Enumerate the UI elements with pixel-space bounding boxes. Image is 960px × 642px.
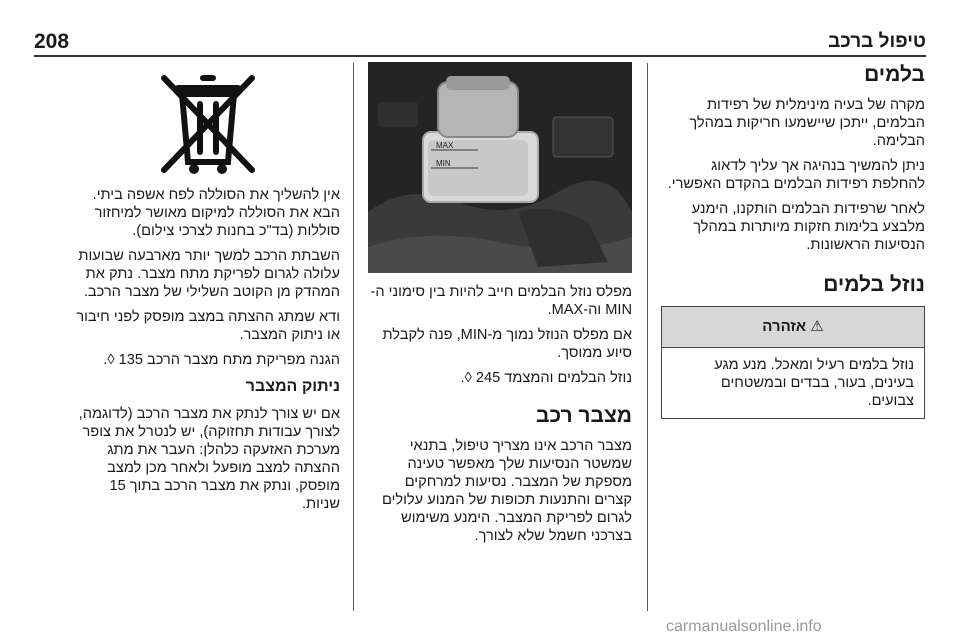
paragraph: מפלס נוזל הבלמים חייב להיות בין סימוני ה-MIN וה-MAX. — [370, 284, 632, 318]
section-heading-brakes: בלמים — [864, 63, 925, 86]
warning-title: אזהרה — [762, 318, 807, 335]
page-header — [34, 30, 926, 52]
warning-text: נוזל בלמים רעיל ומאכל. מנע מגע בעינים, בעור, בבדים ובמשטחים צבועים. — [714, 357, 914, 409]
paragraph: אם מפלס הנוזל נמוך מ-MIN, פנה לקבלת סיוע ממוסך. — [382, 327, 632, 361]
paragraph: הגנה מפריקת מתח מצבר הרכב 135 ◊. — [103, 352, 340, 368]
warning-body — [662, 348, 924, 418]
min-mark-label: MIN — [436, 159, 451, 168]
brake-fluid-reservoir-photo — [368, 62, 632, 273]
reservoir-illustration — [368, 62, 632, 273]
watermark: carmanualsonline.info — [666, 618, 822, 635]
crossed-out-bin-icon — [108, 66, 308, 180]
paragraph: לאחר שרפידות הבלמים הותקנו, הימנע מלבצע בלימות חזקות מיותרות במהלך הנסיעות הראשונות. — [691, 201, 925, 253]
max-mark-label: MAX — [436, 141, 454, 150]
paragraph: מצבר הרכב אינו מצריך טיפול, בתנאי שמשטר הנסיעות שלך מאפשר טעינה מספקת של המצבר. נסיעות למרחקים קצרים והתנעות תכופות של המנוע עלולים לגרום לפריקת המצבר. הימנע משימוש בצרכני חשמל שלא לצורך. — [382, 438, 632, 544]
paragraph: השבתת הרכב למשך יותר מארבעה שבועות עלולה לגרום לפריקת מתח מצבר. נתק את המהדק מן הקוטב השלילי של מצבר הרכב. — [78, 248, 340, 300]
section-heading-battery: מצבר רכב — [536, 404, 632, 427]
warning-triangle-icon: ⚠ — [810, 318, 824, 335]
paragraph: אין להשליך את הסוללה לפח אשפה ביתי. הבא את הסוללה למיקום מאושר למיחזור סוללות (בד"כ בחנות לצרכי צילום). — [92, 187, 340, 239]
page-number: 208 — [34, 30, 70, 53]
column-divider-left — [353, 63, 354, 611]
column-middle — [368, 62, 632, 552]
running-title: טיפול ברכב — [828, 31, 926, 52]
section-heading-brake-fluid: נוזל בלמים — [823, 273, 925, 296]
warning-box — [661, 306, 925, 419]
paragraph: ודא שמתג ההצתה במצב מופסק לפני חיבור או ניתוק המצבר. — [76, 309, 340, 343]
paragraph: ניתן להמשיך בנהיגה אך עליך לדאוג להחלפת רפידות הבלמים בהקדם האפשרי. — [667, 158, 925, 192]
header-rule — [34, 55, 926, 57]
section-heading-disconnect: ניתוק המצבר — [245, 378, 340, 395]
paragraph: מקרה של בעיה מינימלית של רפידות הבלמים, ייתכן שיישמעו חריקות במהלך הבלימה. — [689, 97, 925, 149]
column-left — [75, 62, 340, 520]
paragraph: נוזל הבלמים והמצמד 245 ◊. — [460, 370, 632, 386]
paragraph: אם יש צורך לנתק את מצבר הרכב (לדוגמה, לצורך עבודות תחזוקה), יש לנטרל את צופר מערכת האזעקה כלהלן: העבר את מתג ההצתה למצב מופעל ולאחר מכן למצב מופסק, ונתק את מצבר הרכב בתוך 15 שניות. — [78, 406, 340, 512]
column-right — [661, 62, 925, 419]
warning-header — [662, 307, 924, 348]
column-divider-right — [647, 63, 648, 611]
